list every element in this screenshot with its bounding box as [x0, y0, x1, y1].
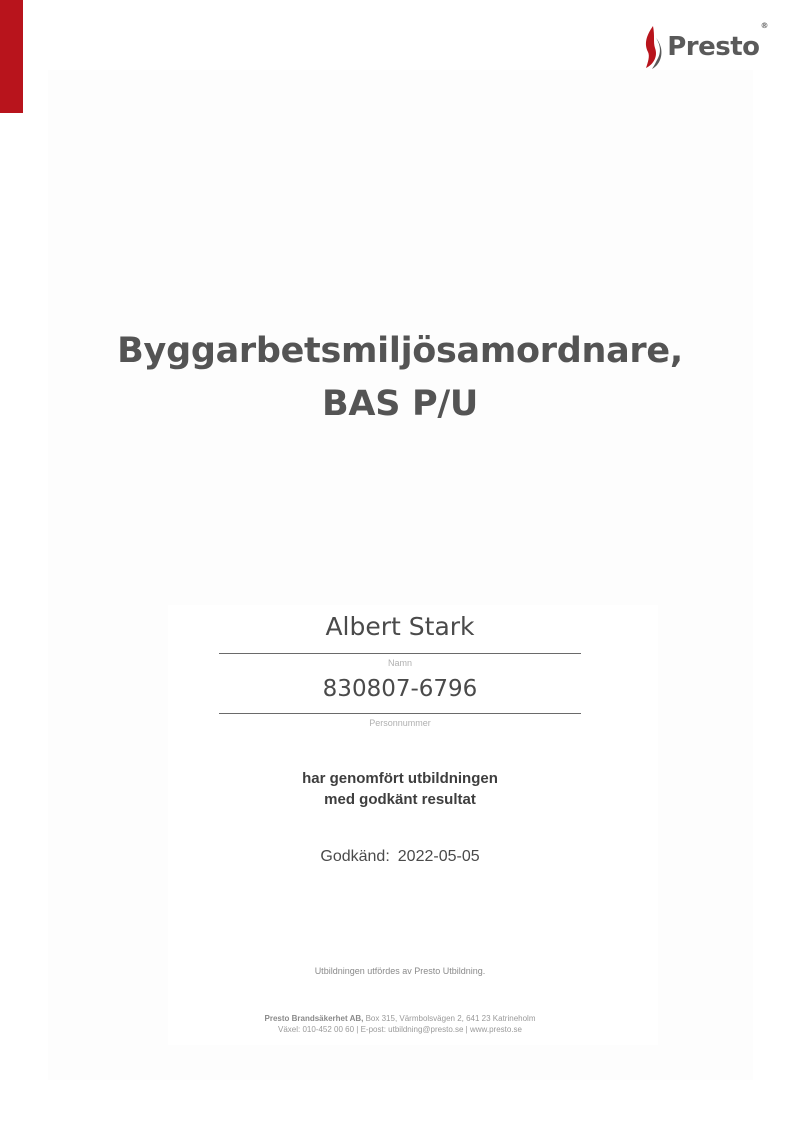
details-card — [168, 605, 658, 1045]
footer-address: Box 315, Värmbolsvägen 2, 641 23 Katrineholm — [365, 1014, 536, 1023]
approval-date — [0, 848, 800, 866]
provider-statement: Utbildningen utfördes av Presto Utbildning. — [314, 966, 486, 976]
personal-number-caption: Personnummer — [369, 718, 431, 728]
approved-date-value: 2022-05-05 — [397, 848, 480, 865]
red-accent-bar — [0, 0, 23, 113]
personal-number-underline — [219, 713, 581, 714]
presto-logo — [642, 21, 768, 70]
completion-statement — [0, 768, 800, 810]
name-caption: Namn — [387, 658, 412, 668]
course-title-line-2: BAS P/U — [322, 384, 478, 424]
footer-contact: Växel: 010-452 00 60 | E-post: utbildning@presto.se | www.presto.se — [278, 1025, 522, 1034]
footer — [0, 1013, 800, 1035]
flame-icon — [642, 24, 664, 70]
course-title — [0, 325, 800, 431]
footer-address-line — [0, 1013, 800, 1024]
personal-number: 830807-6796 — [322, 676, 478, 702]
completion-line-1: har genomfört utbildningen — [302, 770, 498, 787]
participant-name: Albert Stark — [325, 612, 475, 641]
name-underline — [219, 653, 581, 654]
footer-company: Presto Brandsäkerhet AB, — [264, 1014, 364, 1023]
logo-wordmark: Presto® — [667, 21, 768, 62]
completion-line-2: med godkänt resultat — [324, 791, 476, 808]
approved-label: Godkänd: — [320, 848, 390, 865]
course-title-line-1: Byggarbetsmiljösamordnare, — [117, 331, 683, 371]
